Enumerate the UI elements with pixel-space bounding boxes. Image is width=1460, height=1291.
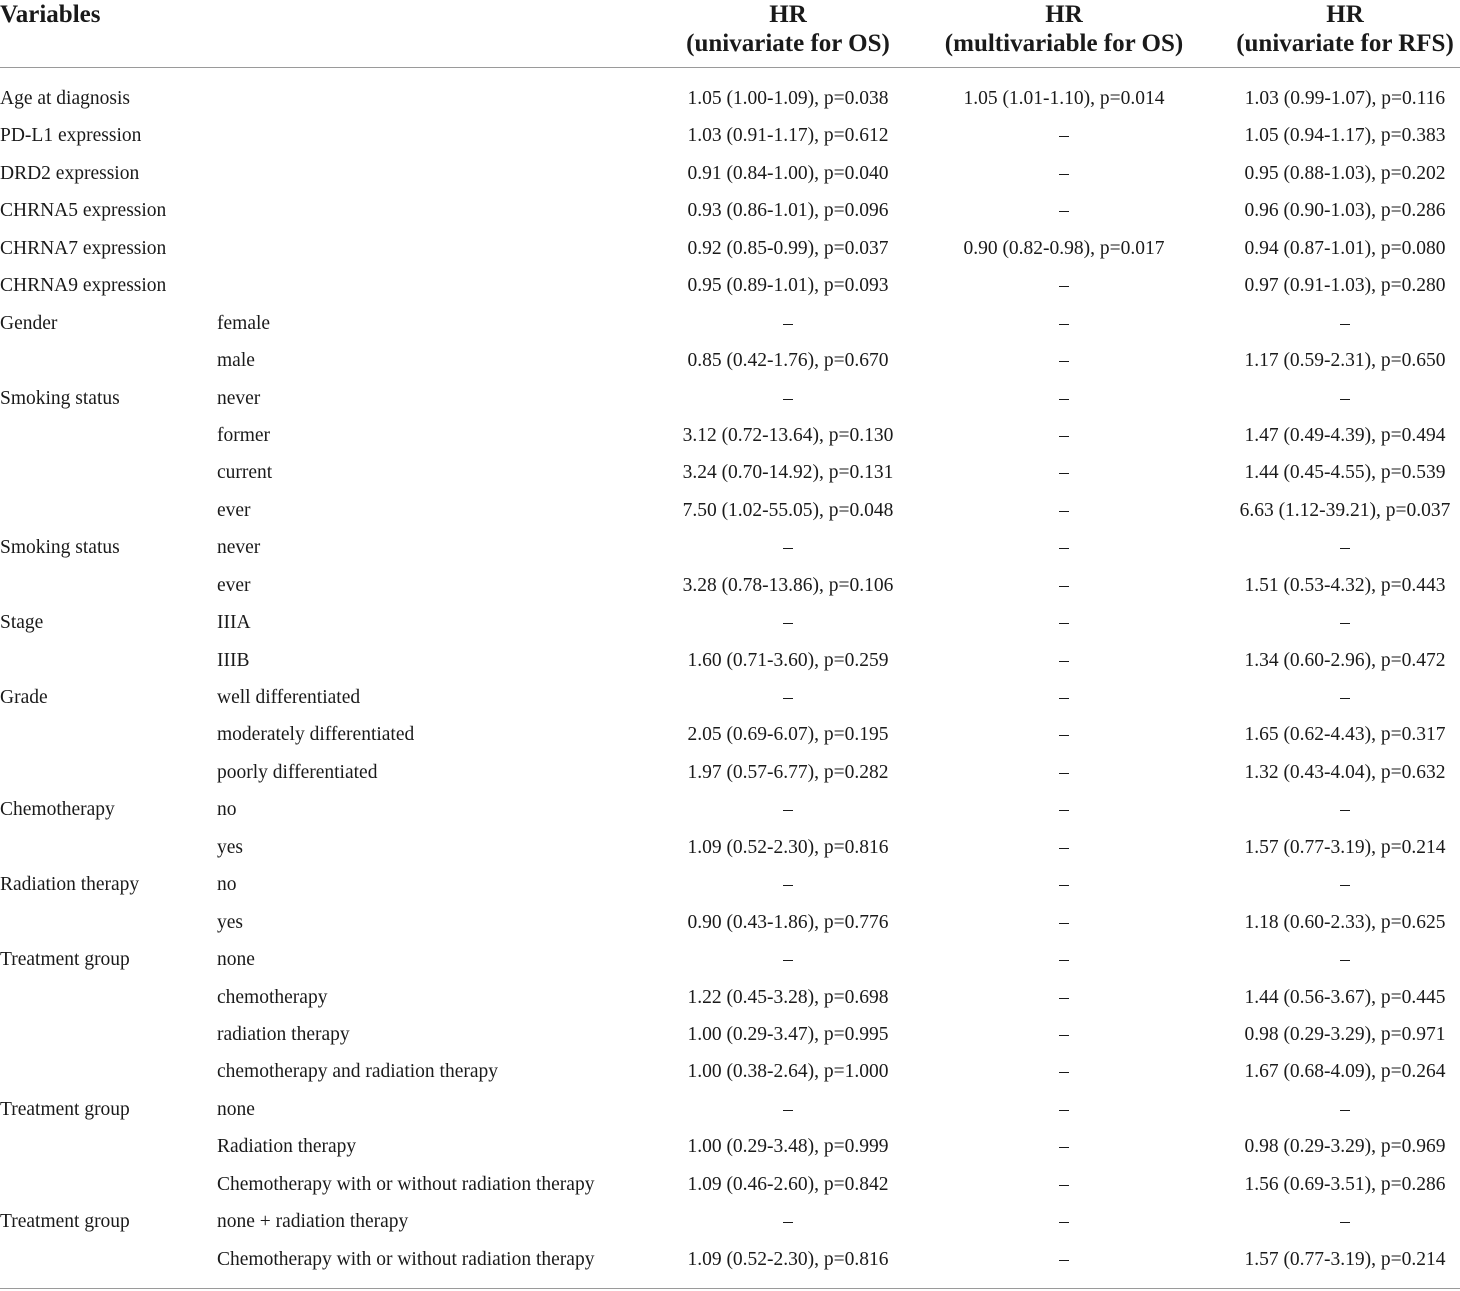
hr-univariate-os-cell: – [783, 874, 793, 896]
category-cell: no [217, 799, 237, 821]
variable-cell: Age at diagnosis [0, 88, 130, 109]
hr-univariate-rfs-cell: 1.18 (0.60-2.33), p=0.625 [1244, 911, 1446, 933]
hr-multivariable-os-cell: – [1059, 1136, 1069, 1158]
table-body [0, 68, 1460, 1278]
hr-univariate-rfs-cell: 0.98 (0.29-3.29), p=0.969 [1244, 1136, 1446, 1158]
variable-cell: Grade [0, 687, 48, 708]
table-row [0, 117, 1460, 154]
hr-multivariable-os-cell: – [1059, 162, 1069, 184]
table-row [0, 267, 1460, 304]
hr-multivariable-os-cell: – [1059, 612, 1069, 634]
header-subtitle: (univariate for OS) [686, 30, 890, 57]
hr-univariate-os-cell: 3.24 (0.70-14.92), p=0.131 [682, 462, 894, 484]
category-cell: moderately differentiated [217, 724, 415, 746]
category-cell: Chemotherapy with or without radiation therapy [217, 1248, 595, 1270]
category-cell: current [217, 462, 273, 484]
hr-univariate-os-cell: 1.00 (0.29-3.48), p=0.999 [687, 1136, 889, 1158]
table-row [0, 679, 1460, 716]
table-row [0, 454, 1460, 491]
hr-univariate-os-cell: 2.05 (0.69-6.07), p=0.195 [687, 724, 889, 746]
hr-univariate-rfs-cell: 1.05 (0.94-1.17), p=0.383 [1244, 125, 1446, 147]
category-cell: Radiation therapy [217, 1136, 357, 1158]
table-row [0, 1203, 1460, 1240]
category-cell: ever [217, 499, 251, 521]
hr-multivariable-os-cell: – [1059, 1173, 1069, 1195]
hr-multivariable-os-cell: – [1059, 350, 1069, 372]
hr-multivariable-os-cell: – [1059, 387, 1069, 409]
hr-univariate-rfs-cell: 1.03 (0.99-1.07), p=0.116 [1244, 88, 1446, 109]
hr-multivariable-os-cell: – [1059, 986, 1069, 1008]
hr-univariate-rfs-cell: – [1340, 1098, 1350, 1120]
table-row [0, 716, 1460, 753]
hr-multivariable-os-cell: – [1059, 499, 1069, 521]
table-row [0, 1241, 1460, 1278]
table-row [0, 192, 1460, 229]
hr-multivariable-os-cell: – [1059, 462, 1069, 484]
table-row [0, 342, 1460, 379]
category-cell: IIIA [217, 612, 251, 634]
category-cell: never [217, 537, 261, 559]
variable-cell: Radiation therapy [0, 874, 140, 896]
hr-univariate-rfs-cell: 1.17 (0.59-2.31), p=0.650 [1244, 350, 1446, 372]
category-cell: none + radiation therapy [217, 1211, 409, 1233]
hr-univariate-os-cell: – [783, 949, 793, 971]
category-cell: female [217, 312, 271, 334]
hr-univariate-os-cell: – [783, 537, 793, 559]
table-row [0, 380, 1460, 417]
table-row [0, 492, 1460, 529]
table-row [0, 417, 1460, 454]
hr-univariate-os-cell: – [783, 312, 793, 334]
hr-multivariable-os-cell: 1.05 (1.01-1.10), p=0.014 [963, 88, 1165, 109]
category-cell: IIIB [217, 649, 250, 671]
hr-univariate-os-cell: – [783, 687, 793, 708]
hr-univariate-rfs-cell: 1.65 (0.62-4.43), p=0.317 [1244, 724, 1446, 746]
hr-univariate-rfs-cell: 1.44 (0.56-3.67), p=0.445 [1244, 986, 1446, 1008]
table-row [0, 979, 1460, 1016]
table-row [0, 1128, 1460, 1165]
hr-univariate-rfs-cell: 6.63 (1.12-39.21), p=0.037 [1239, 499, 1451, 521]
hr-univariate-rfs-cell: – [1340, 312, 1350, 334]
hr-univariate-rfs-cell: – [1340, 612, 1350, 634]
hr-univariate-os-cell: 3.12 (0.72-13.64), p=0.130 [682, 424, 894, 446]
hr-multivariable-os-cell: – [1059, 911, 1069, 933]
variable-cell: CHRNA9 expression [0, 275, 167, 297]
table-row [0, 904, 1460, 941]
table-row [0, 604, 1460, 641]
hr-multivariable-os-cell: – [1059, 874, 1069, 896]
header-variables [0, 0, 100, 29]
hr-multivariable-os-cell: – [1059, 649, 1069, 671]
table-row [0, 567, 1460, 604]
category-cell: no [217, 874, 237, 896]
table-row [0, 305, 1460, 342]
hr-univariate-rfs-cell: – [1340, 874, 1350, 896]
table-row [0, 1053, 1460, 1090]
hr-univariate-rfs-cell: 0.97 (0.91-1.03), p=0.280 [1244, 275, 1446, 297]
variable-cell: Treatment group [0, 1211, 130, 1233]
category-cell: never [217, 387, 261, 409]
hr-multivariable-os-cell: – [1059, 687, 1069, 708]
hr-univariate-rfs-cell: – [1340, 537, 1350, 559]
hr-univariate-rfs-cell: – [1340, 387, 1350, 409]
hr-multivariable-os-cell: – [1059, 1211, 1069, 1233]
category-cell: Chemotherapy with or without radiation therapy [217, 1173, 595, 1195]
variable-cell: Gender [0, 312, 58, 334]
hr-multivariable-os-cell: – [1059, 312, 1069, 334]
hr-univariate-rfs-cell: – [1340, 1211, 1350, 1233]
hr-univariate-os-cell: – [783, 1211, 793, 1233]
hr-univariate-os-cell: 0.93 (0.86-1.01), p=0.096 [687, 200, 889, 222]
hr-univariate-os-cell: 1.00 (0.38-2.64), p=1.000 [687, 1061, 889, 1083]
table-row [0, 80, 1460, 117]
table-row [0, 866, 1460, 903]
hr-multivariable-os-cell: – [1059, 574, 1069, 596]
hr-univariate-os-cell: 0.91 (0.84-1.00), p=0.040 [687, 162, 889, 184]
table-row [0, 941, 1460, 978]
hr-univariate-rfs-cell: 0.98 (0.29-3.29), p=0.971 [1244, 1023, 1446, 1045]
header-subtitle: (univariate for RFS) [1236, 30, 1454, 57]
header-subtitle: (multivariable for OS) [944, 30, 1184, 57]
hr-univariate-rfs-cell: 1.32 (0.43-4.04), p=0.632 [1244, 761, 1446, 783]
table-bottom-rule [0, 1288, 1460, 1289]
hr-univariate-os-cell: – [783, 1098, 793, 1120]
hr-multivariable-os-cell: – [1059, 1248, 1069, 1270]
table-row [0, 754, 1460, 791]
category-cell: yes [217, 836, 243, 858]
variable-cell: Smoking status [0, 387, 120, 409]
hr-multivariable-os-cell: – [1059, 836, 1069, 858]
hr-univariate-os-cell: 1.03 (0.91-1.17), p=0.612 [687, 125, 889, 147]
category-cell: none [217, 1098, 255, 1120]
category-cell: ever [217, 574, 251, 596]
hr-multivariable-os-cell: – [1059, 275, 1069, 297]
hr-univariate-rfs-cell: 1.44 (0.45-4.55), p=0.539 [1244, 462, 1446, 484]
header-hr-label: HR [769, 1, 807, 28]
table-row [0, 829, 1460, 866]
hr-univariate-rfs-cell: 0.95 (0.88-1.03), p=0.202 [1244, 162, 1446, 184]
category-cell: poorly differentiated [217, 761, 378, 783]
hr-multivariable-os-cell: 0.90 (0.82-0.98), p=0.017 [963, 237, 1165, 259]
hr-univariate-rfs-cell: – [1340, 949, 1350, 971]
variable-cell: Stage [0, 612, 44, 634]
hr-multivariable-os-cell: – [1059, 724, 1069, 746]
hr-multivariable-os-cell: – [1059, 799, 1069, 821]
hr-multivariable-os-cell: – [1059, 125, 1069, 147]
hr-univariate-rfs-cell: – [1340, 687, 1350, 708]
hr-univariate-os-cell: 1.97 (0.57-6.77), p=0.282 [687, 761, 889, 783]
hr-univariate-rfs-cell: 0.94 (0.87-1.01), p=0.080 [1244, 237, 1446, 259]
hr-univariate-os-cell: 1.09 (0.52-2.30), p=0.816 [687, 836, 889, 858]
table-row [0, 155, 1460, 192]
hr-univariate-os-cell: 0.95 (0.89-1.01), p=0.093 [687, 275, 889, 297]
header-hr-label: HR [1045, 1, 1083, 28]
hr-univariate-os-cell: – [783, 799, 793, 821]
variable-cell: CHRNA7 expression [0, 237, 167, 259]
table-row [0, 529, 1460, 566]
hr-univariate-os-cell: 1.22 (0.45-3.28), p=0.698 [687, 986, 889, 1008]
table-row [0, 642, 1460, 679]
variable-cell: Chemotherapy [0, 799, 115, 821]
category-cell: none [217, 949, 255, 971]
table-row [0, 1091, 1460, 1128]
category-cell: former [217, 424, 271, 446]
hr-univariate-os-cell: 1.00 (0.29-3.47), p=0.995 [687, 1023, 889, 1045]
table-row [0, 791, 1460, 828]
variable-cell: Treatment group [0, 1098, 130, 1120]
hr-univariate-os-cell: 1.09 (0.52-2.30), p=0.816 [687, 1248, 889, 1270]
hr-univariate-rfs-cell: 1.57 (0.77-3.19), p=0.214 [1244, 1248, 1446, 1270]
variable-cell: PD-L1 expression [0, 125, 142, 147]
hr-multivariable-os-cell: – [1059, 1098, 1069, 1120]
hr-univariate-os-cell: 1.60 (0.71-3.60), p=0.259 [687, 649, 889, 671]
hr-univariate-rfs-cell: 1.51 (0.53-4.32), p=0.443 [1244, 574, 1446, 596]
header-hr-label: HR [1326, 1, 1364, 28]
hr-univariate-os-cell: 0.92 (0.85-0.99), p=0.037 [687, 237, 889, 259]
hr-univariate-os-cell: 0.90 (0.43-1.86), p=0.776 [687, 911, 889, 933]
hr-univariate-os-cell: 1.05 (1.00-1.09), p=0.038 [687, 88, 889, 109]
hr-multivariable-os-cell: – [1059, 424, 1069, 446]
hr-univariate-rfs-cell: 1.34 (0.60-2.96), p=0.472 [1244, 649, 1446, 671]
hr-univariate-os-cell: – [783, 612, 793, 634]
category-cell: well differentiated [217, 687, 361, 708]
category-cell: radiation therapy [217, 1023, 350, 1045]
hr-multivariable-os-cell: – [1059, 949, 1069, 971]
hr-univariate-os-cell: – [783, 387, 793, 409]
hr-univariate-os-cell: 0.85 (0.42-1.76), p=0.670 [687, 350, 889, 372]
hr-multivariable-os-cell: – [1059, 1061, 1069, 1083]
variable-cell: Smoking status [0, 537, 120, 559]
category-cell: chemotherapy [217, 986, 328, 1008]
header-variables-label: Variables [0, 1, 101, 28]
category-cell: male [217, 350, 255, 372]
header-hr-multivariable-os [934, 0, 1194, 58]
header-hr-univariate-rfs [1226, 0, 1460, 58]
hr-univariate-os-cell: 7.50 (1.02-55.05), p=0.048 [682, 499, 894, 521]
hr-univariate-rfs-cell: 0.96 (0.90-1.03), p=0.286 [1244, 200, 1446, 222]
category-cell: yes [217, 911, 243, 933]
hr-univariate-rfs-cell: 1.67 (0.68-4.09), p=0.264 [1244, 1061, 1446, 1083]
hr-multivariable-os-cell: – [1059, 537, 1069, 559]
hr-univariate-os-cell: 3.28 (0.78-13.86), p=0.106 [682, 574, 894, 596]
hr-univariate-rfs-cell: 1.56 (0.69-3.51), p=0.286 [1244, 1173, 1446, 1195]
table-row [0, 1166, 1460, 1203]
hr-multivariable-os-cell: – [1059, 200, 1069, 222]
hr-univariate-rfs-cell: – [1340, 799, 1350, 821]
variable-cell: DRD2 expression [0, 162, 140, 184]
hr-univariate-rfs-cell: 1.57 (0.77-3.19), p=0.214 [1244, 836, 1446, 858]
hr-univariate-rfs-cell: 1.47 (0.49-4.39), p=0.494 [1244, 424, 1446, 446]
table-row [0, 1016, 1460, 1053]
hr-univariate-os-cell: 1.09 (0.46-2.60), p=0.842 [687, 1173, 889, 1195]
header-hr-univariate-os [672, 0, 904, 58]
hr-multivariable-os-cell: – [1059, 1023, 1069, 1045]
variable-cell: Treatment group [0, 949, 130, 971]
variable-cell: CHRNA5 expression [0, 200, 167, 222]
table-row [0, 230, 1460, 267]
category-cell: chemotherapy and radiation therapy [217, 1061, 499, 1083]
hr-multivariable-os-cell: – [1059, 761, 1069, 783]
table-header [0, 0, 1460, 68]
